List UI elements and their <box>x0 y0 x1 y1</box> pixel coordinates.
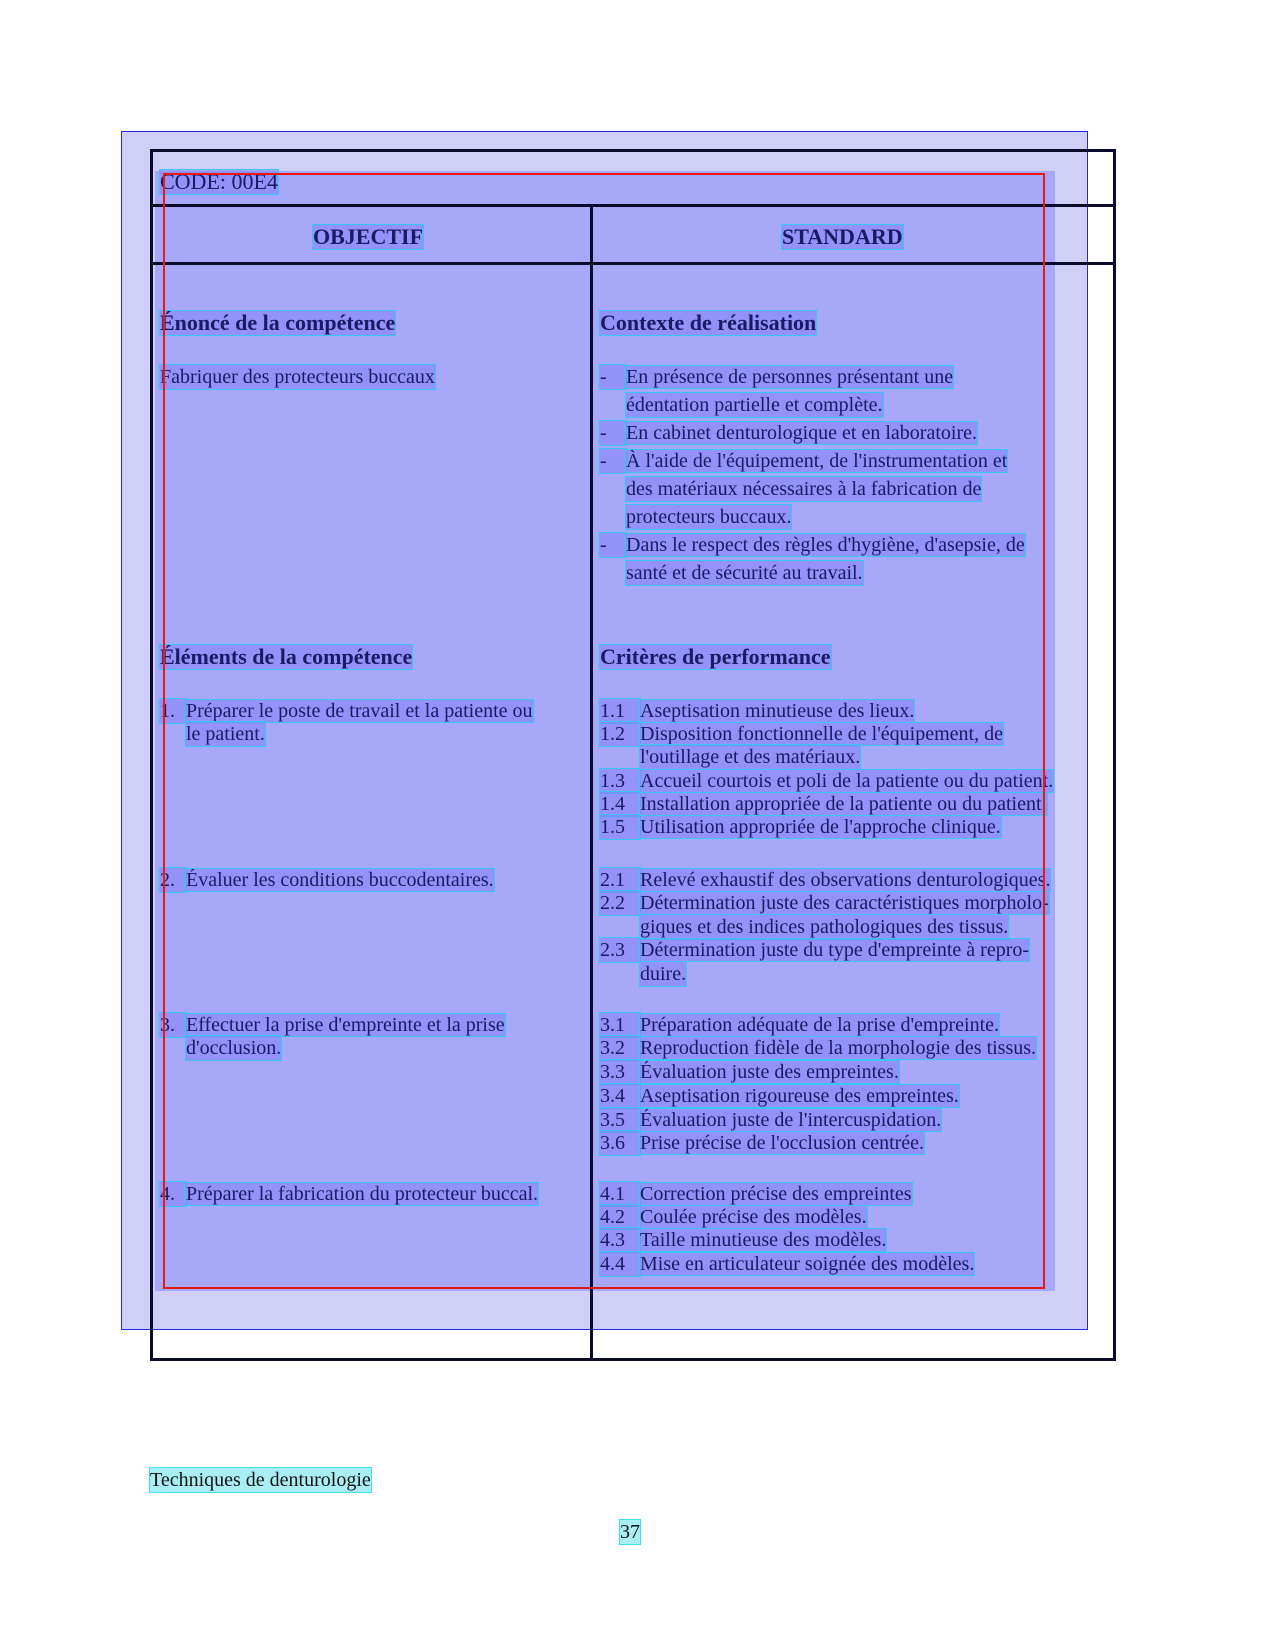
critere-item: 4.2 Coulée précise des modèles. <box>600 1206 867 1228</box>
critere-item: 2.3 Détermination juste du type d'empreinte à repro- <box>600 939 1030 961</box>
critere-item-line: l'outillage et des matériaux. <box>640 746 861 768</box>
contexte-item-line: des matériaux nécessaires à la fabrication de <box>626 478 982 500</box>
contexte-item: - En cabinet denturologique et en laboratoire. <box>600 422 977 444</box>
criteres-title: Critères de performance <box>600 644 831 669</box>
element-item: 3. Effectuer la prise d'empreinte et la prise <box>160 1014 505 1036</box>
critere-item: 1.5 Utilisation appropriée de l'approche clinique. <box>600 816 1001 838</box>
table-border-right <box>1113 149 1116 1361</box>
elements-title: Éléments de la compétence <box>160 644 413 669</box>
element-item: 1. Préparer le poste de travail et la patiente ou <box>160 700 533 722</box>
code-label: CODE: 00E4 <box>160 169 278 194</box>
critere-item: 3.1 Préparation adéquate de la prise d'empreinte. <box>600 1014 1000 1036</box>
contexte-item: - En présence de personnes présentant une <box>600 366 954 388</box>
contexte-item-line: protecteurs buccaux. <box>626 506 792 528</box>
standard-header: STANDARD <box>782 224 903 249</box>
contexte-item: - À l'aide de l'équipement, de l'instrumentation et <box>600 450 1008 472</box>
table-divider-header <box>150 262 1116 265</box>
contexte-item-line: santé et de sécurité au travail. <box>626 562 863 584</box>
contexte-item-line: édentation partielle et complète. <box>626 394 883 416</box>
element-item-line: d'occlusion. <box>186 1037 282 1059</box>
critere-item: 1.1 Aseptisation minutieuse des lieux. <box>600 700 915 722</box>
objectif-header: OBJECTIF <box>313 224 424 249</box>
critere-item: 3.6 Prise précise de l'occlusion centrée. <box>600 1132 925 1154</box>
enonce-title: Énoncé de la compétence <box>160 310 396 335</box>
table-border-left <box>150 149 153 1361</box>
critere-item: 1.4 Installation appropriée de la patiente ou du patient. <box>600 793 1047 815</box>
critere-item: 4.1 Correction précise des empreintes <box>600 1183 912 1205</box>
table-divider-code <box>150 204 1116 207</box>
critere-item: 2.2 Détermination juste des caractéristiques morpholo- <box>600 892 1049 914</box>
footer-title: Techniques de denturologie <box>150 1469 371 1491</box>
critere-item: 3.3 Évaluation juste des empreintes. <box>600 1061 899 1083</box>
enonce-text: Fabriquer des protecteurs buccaux <box>160 366 435 388</box>
critere-item: 3.4 Aseptisation rigoureuse des empreintes. <box>600 1085 959 1107</box>
element-item: 4. Préparer la fabrication du protecteur buccal. <box>160 1183 539 1205</box>
critere-item-line: giques et des indices pathologiques des tissus. <box>640 916 1009 938</box>
element-item: 2. Évaluer les conditions buccodentaires. <box>160 869 494 891</box>
critere-item: 4.4 Mise en articulateur soignée des modèles. <box>600 1253 975 1275</box>
critere-item: 2.1 Relevé exhaustif des observations denturologiques. <box>600 869 1051 891</box>
table-border-bottom <box>150 1358 1116 1361</box>
critere-item: 4.3 Taille minutieuse des modèles. <box>600 1229 887 1251</box>
critere-item-line: duire. <box>640 963 687 985</box>
contexte-title: Contexte de réalisation <box>600 310 817 335</box>
critere-item: 1.3 Accueil courtois et poli de la patiente ou du patient. <box>600 770 1054 792</box>
contexte-item: - Dans le respect des règles d'hygiène, d'asepsie, de <box>600 534 1025 556</box>
table-border-top <box>150 149 1116 152</box>
critere-item: 3.5 Évaluation juste de l'intercuspidation. <box>600 1109 942 1131</box>
page-number: 37 <box>620 1521 640 1543</box>
critere-item: 1.2 Disposition fonctionnelle de l'équipement, de <box>600 723 1003 745</box>
critere-item: 3.2 Reproduction fidèle de la morphologie des tissus. <box>600 1037 1037 1059</box>
element-item-line: le patient. <box>186 723 265 745</box>
table-column-divider <box>590 204 593 1361</box>
